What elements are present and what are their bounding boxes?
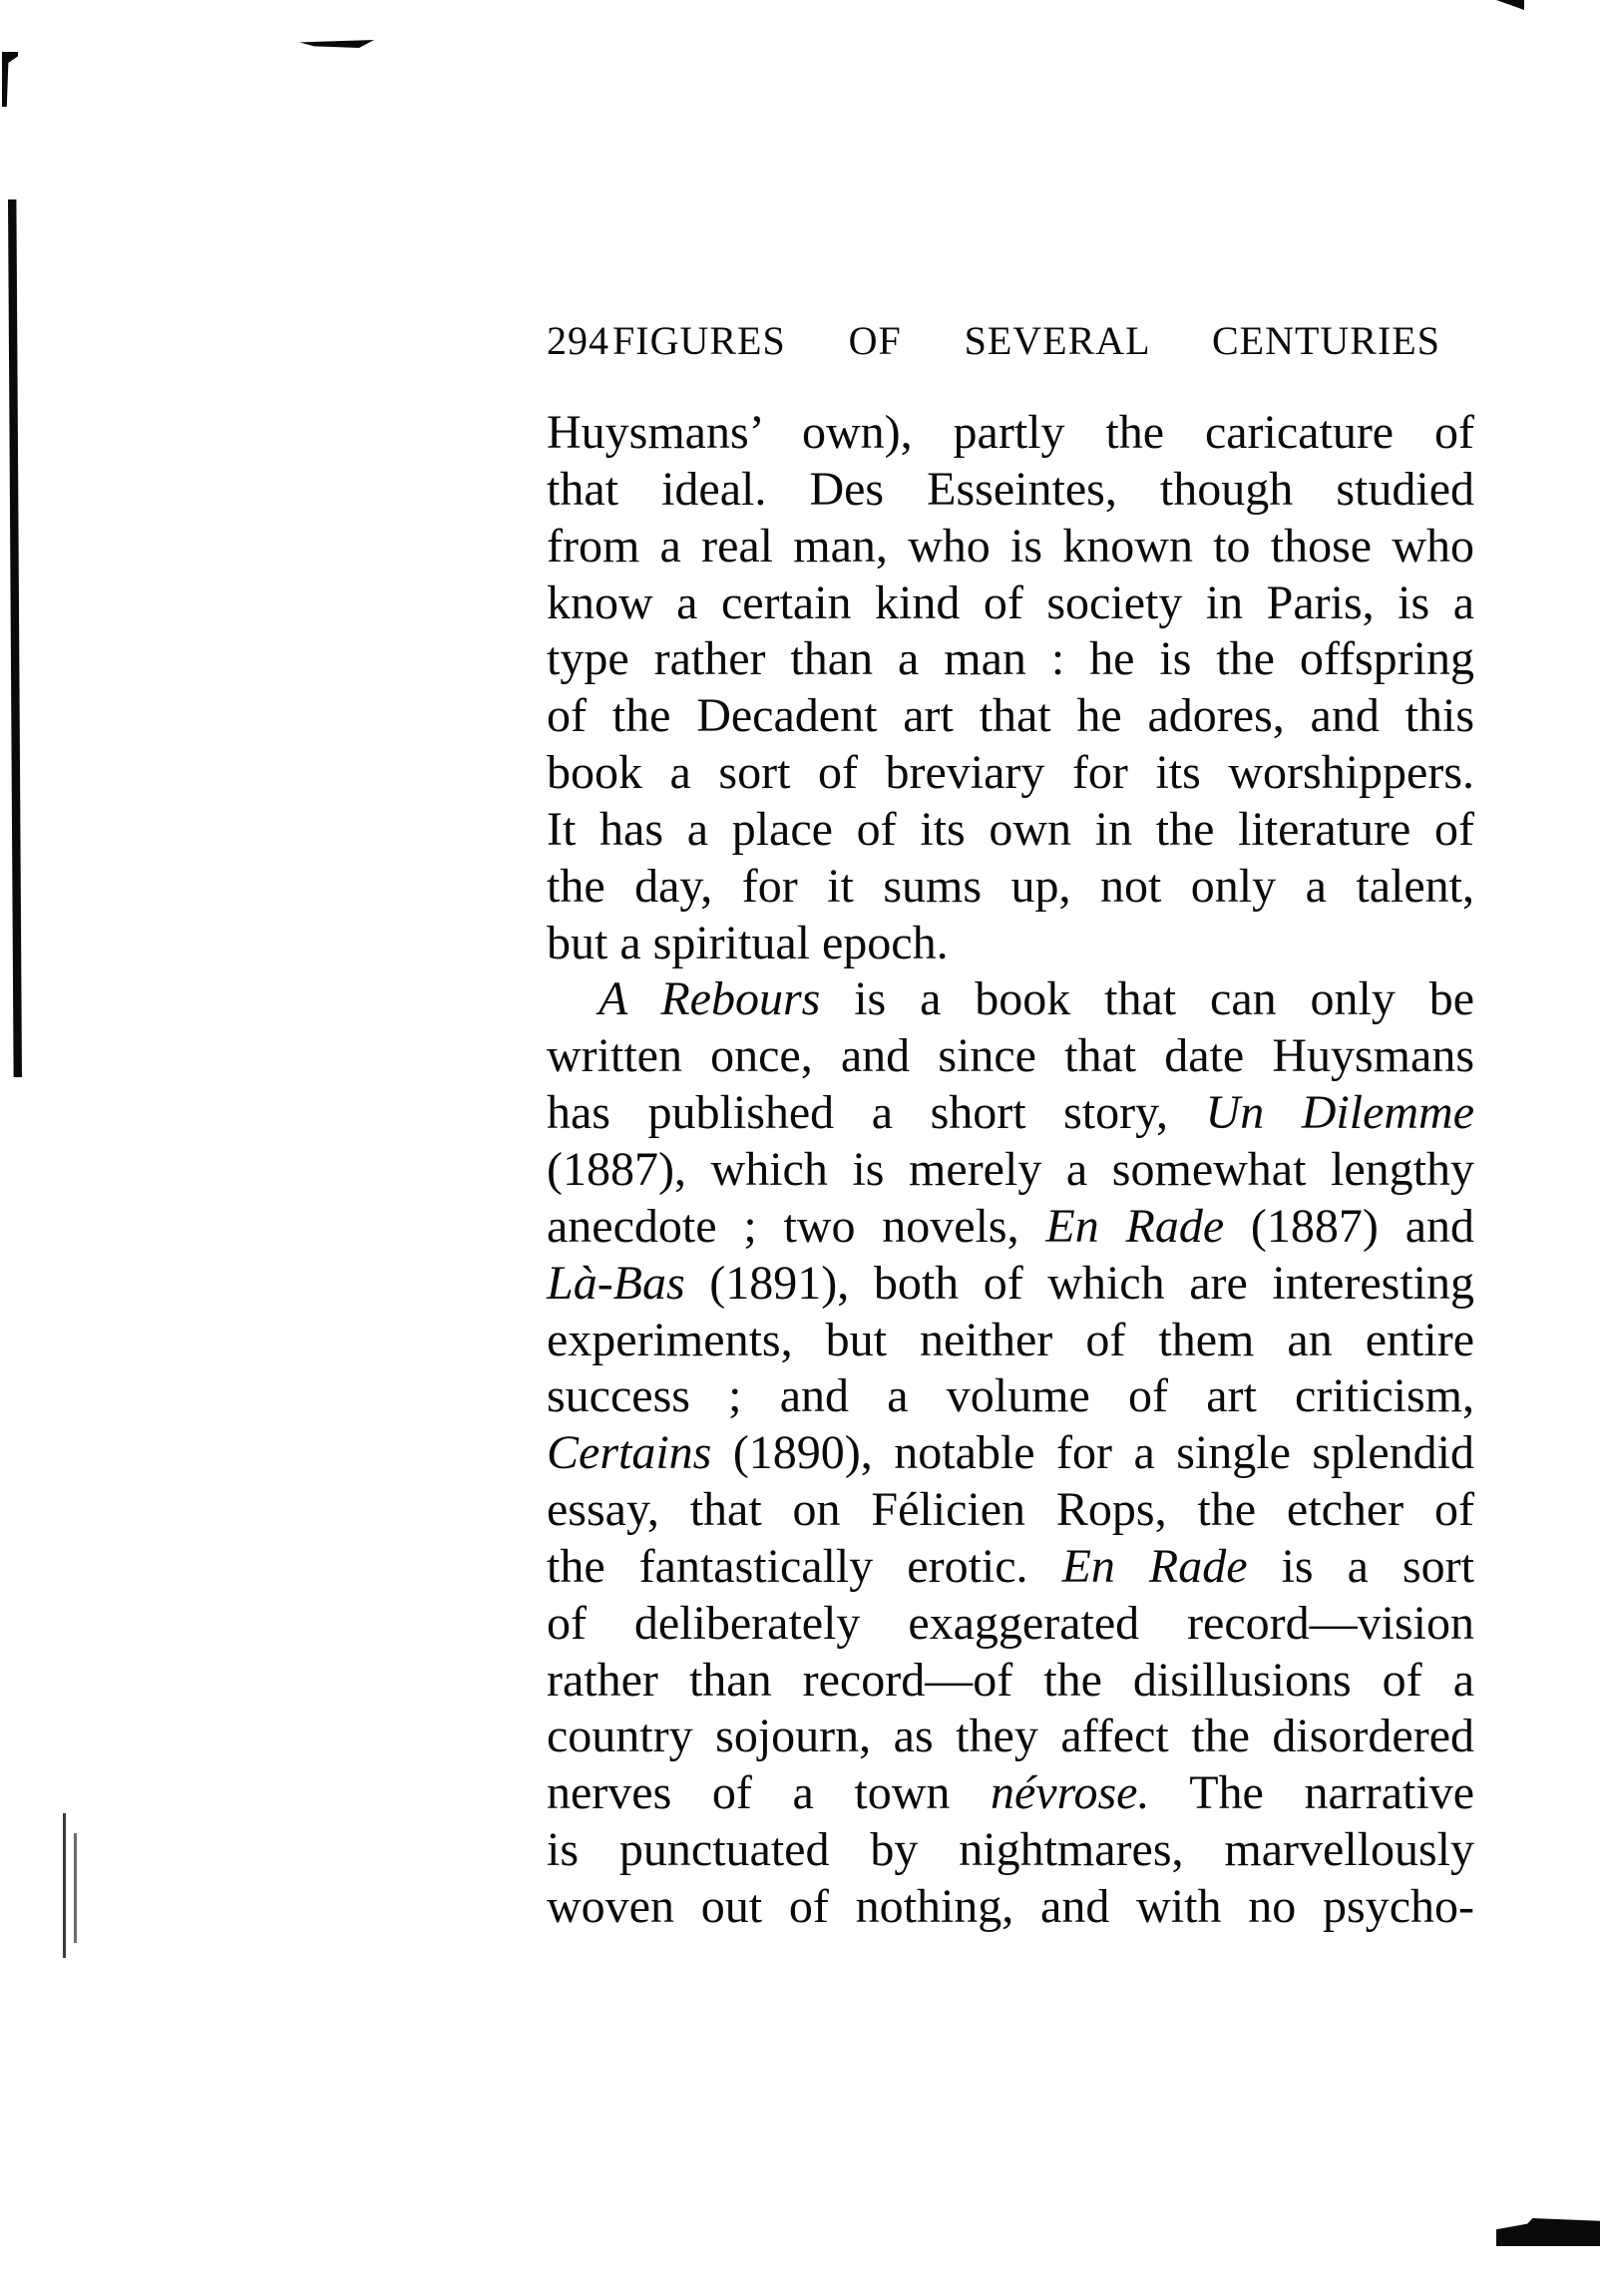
text-line: has published a short story, Un Dilemme [547, 1086, 1475, 1140]
text-line: It has a place of its own in the literature of [547, 802, 1474, 856]
scan-corner-smudge [1496, 0, 1524, 10]
italic-word: névrose. [990, 1766, 1150, 1820]
italic-title: Là-Bas [547, 1256, 685, 1310]
text-line: know a certain kind of society in Paris, is a [547, 575, 1474, 629]
text-line: essay, that on Félicien Rops, the etcher of [547, 1483, 1474, 1537]
running-title: FIGURES OF SEVERAL CENTURIES [612, 318, 1440, 363]
scan-left-thin-marks-2 [74, 1833, 77, 1943]
italic-title: A Rebours [599, 972, 821, 1026]
text-line: anecdote ; two novels, En Rade (1887) and [547, 1199, 1474, 1253]
text-line: that ideal. Des Esseintes, though studied [547, 462, 1474, 516]
scan-top-smudge [299, 40, 374, 48]
text-line: of deliberately exaggerated record—vision [547, 1596, 1474, 1650]
text-line: of the Decadent art that he adores, and this [547, 689, 1474, 743]
text-line: Huysmans’ own), partly the caricature of [547, 406, 1474, 459]
text-line: the fantastically erotic. En Rade is a sort [547, 1539, 1474, 1593]
text-line: rather than record—of the disillusions of a [547, 1653, 1474, 1707]
text-line: nerves of a town névrose. The narrative [547, 1766, 1475, 1820]
scan-left-thin-marks [63, 1813, 66, 1958]
text-line: success ; and a volume of art criticism, [547, 1369, 1474, 1423]
italic-title: En Rade [1061, 1539, 1248, 1593]
text-line: Là-Bas (1891), both of which are interesting [547, 1256, 1474, 1310]
italic-title: Certains [547, 1426, 712, 1480]
scan-bottom-right-smudge [1496, 2218, 1600, 2246]
text-line: Certains (1890), notable for a single splendid [547, 1426, 1474, 1480]
running-header [547, 317, 1440, 365]
scan-left-binding-bar [8, 199, 22, 1077]
text-line: (1887), which is merely a somewhat lengthy [547, 1142, 1474, 1196]
page-number: 294 [547, 318, 609, 363]
paragraph-start-line: A Rebours is a book that can only be [599, 972, 1475, 1026]
text-line: experiments, but neither of them an entire [547, 1313, 1474, 1366]
text-line: book a sort of breviary for its worshippers. [547, 746, 1474, 800]
text-line: the day, for it sums up, not only a talent, [547, 859, 1474, 913]
text-line: is punctuated by nightmares, marvellously [547, 1823, 1474, 1877]
italic-title: Un Dilemme [1205, 1086, 1475, 1140]
body-text [547, 405, 1474, 1936]
text-line: woven out of nothing, and with no psycho- [547, 1879, 1474, 1933]
paragraph-end-line: but a spiritual epoch. [547, 916, 949, 969]
text-line: type rather than a man : he is the offspring [547, 632, 1474, 686]
text-line: from a real man, who is known to those who [547, 519, 1474, 573]
text-line: country sojourn, as they affect the disordered [547, 1710, 1474, 1763]
italic-title: En Rade [1045, 1199, 1225, 1253]
scan-left-edge-bar [2, 52, 18, 107]
text-line: written once, and since that date Huysmans [547, 1029, 1474, 1083]
